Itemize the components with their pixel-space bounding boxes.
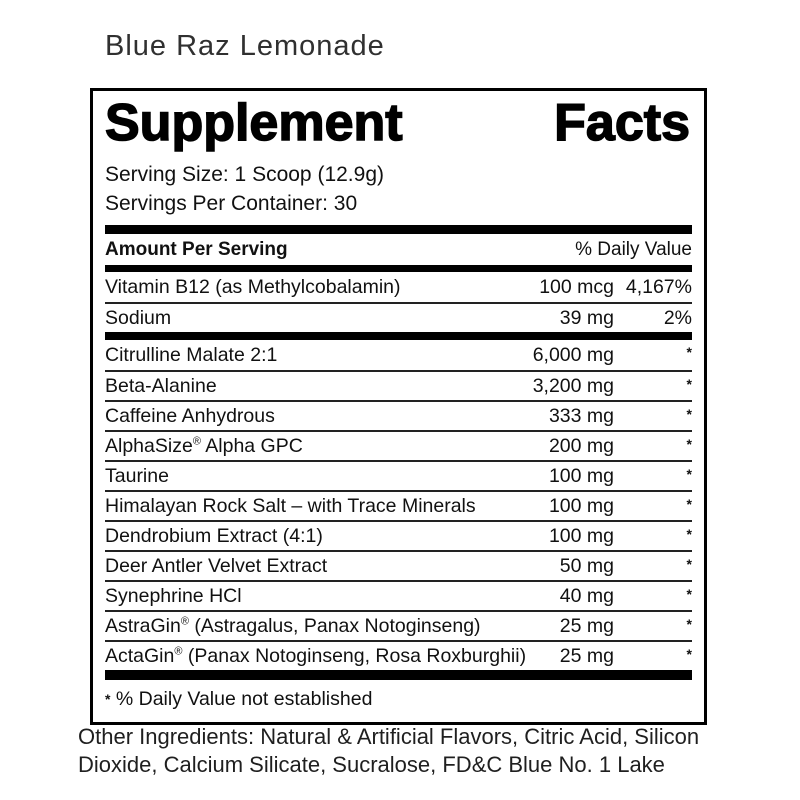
ingredient-amount: 39 mg [559, 306, 614, 329]
ingredient-name: Synephrine HCl [105, 584, 242, 607]
table-row [105, 302, 692, 332]
ingredient-daily-value: * [686, 556, 692, 572]
table-row [105, 370, 692, 400]
ingredient-amount: 40 mg [559, 584, 614, 607]
ingredient-daily-value: 4,167% [625, 275, 692, 298]
footnote-asterisk: * [105, 691, 111, 707]
ingredient-name: Beta-Alanine [105, 374, 217, 397]
ingredient-name: Dendrobium Extract (4:1) [105, 524, 323, 547]
table-row [105, 580, 692, 610]
ingredient-name: Himalayan Rock Salt – with Trace Minerals [105, 494, 476, 517]
daily-value-footnote [105, 680, 692, 722]
ingredient-daily-value: * [686, 344, 692, 360]
ingredient-name: AstraGin® (Astragalus, Panax Notoginseng) [105, 614, 481, 637]
table-row [105, 550, 692, 580]
table-row [105, 400, 692, 430]
ingredient-amount: 3,200 mg [532, 374, 614, 397]
ingredient-amount: 333 mg [548, 404, 614, 427]
table-row [105, 272, 692, 302]
ingredient-amount: 200 mg [548, 434, 614, 457]
ingredient-daily-value: * [686, 616, 692, 632]
supplement-facts-panel [90, 88, 707, 725]
nutrient-rows [105, 272, 692, 332]
ingredient-amount: 50 mg [559, 554, 614, 577]
ingredient-name: Taurine [105, 464, 169, 487]
table-row [105, 490, 692, 520]
ingredient-amount: 6,000 mg [532, 343, 614, 366]
ingredient-amount: 100 mg [548, 464, 614, 487]
ingredient-daily-value: * [686, 436, 692, 452]
table-row [105, 610, 692, 640]
ingredient-amount: 100 mg [548, 494, 614, 517]
divider-bar-thick [105, 670, 692, 680]
ingredient-daily-value: * [686, 526, 692, 542]
ingredient-daily-value: 2% [663, 306, 692, 329]
ingredient-name: Deer Antler Velvet Extract [105, 554, 328, 577]
other-ingredients: Other Ingredients: Natural & Artificial Flavors, Citric Acid, Silicon Dioxide, Calcium Silicate, Sucralose, FD&C Blue No. 1 Lake [78, 724, 700, 777]
footnote-text: % Daily Value not established [115, 688, 373, 710]
ingredient-daily-value: * [686, 646, 692, 662]
ingredient-name: AlphaSize® Alpha GPC [105, 434, 303, 457]
ingredient-name: ActaGin® (Panax Notoginseng, Rosa Roxburghii) [105, 644, 527, 667]
ingredient-daily-value: * [686, 466, 692, 482]
ingredient-rows [105, 340, 692, 670]
divider-bar-thick [105, 225, 692, 234]
title-word-supplement: Supplement [105, 94, 403, 152]
ingredient-daily-value: * [686, 406, 692, 422]
serving-info [105, 155, 692, 220]
ingredient-name: Caffeine Anhydrous [105, 404, 275, 427]
ingredient-daily-value: * [686, 586, 692, 602]
serving-size: Serving Size: 1 Scoop (12.9g) [105, 163, 384, 186]
servings-per-container: Servings Per Container: 30 [105, 192, 358, 215]
ingredient-amount: 25 mg [559, 614, 614, 637]
table-row [105, 520, 692, 550]
ingredient-name: Vitamin B12 (as Methylcobalamin) [105, 275, 401, 298]
divider-bar-medium [105, 332, 692, 340]
ingredient-daily-value: * [686, 496, 692, 512]
table-row [105, 640, 692, 670]
ingredient-amount: 100 mg [548, 524, 614, 547]
ingredient-amount: 25 mg [559, 644, 614, 667]
table-row [105, 340, 692, 370]
supplement-facts-title [105, 93, 692, 155]
amount-per-serving-header: Amount Per Serving [105, 239, 288, 260]
table-row [105, 430, 692, 460]
divider-bar-medium [105, 265, 692, 272]
daily-value-header: % Daily Value [575, 239, 692, 260]
title-word-facts: Facts [554, 94, 690, 152]
flavor-title: Blue Raz Lemonade [105, 30, 385, 62]
ingredient-daily-value: * [686, 376, 692, 392]
table-header-row [105, 234, 692, 265]
ingredient-name: Citrulline Malate 2:1 [105, 343, 278, 366]
ingredient-amount: 100 mcg [539, 275, 614, 298]
ingredient-name: Sodium [105, 306, 172, 329]
table-row [105, 460, 692, 490]
